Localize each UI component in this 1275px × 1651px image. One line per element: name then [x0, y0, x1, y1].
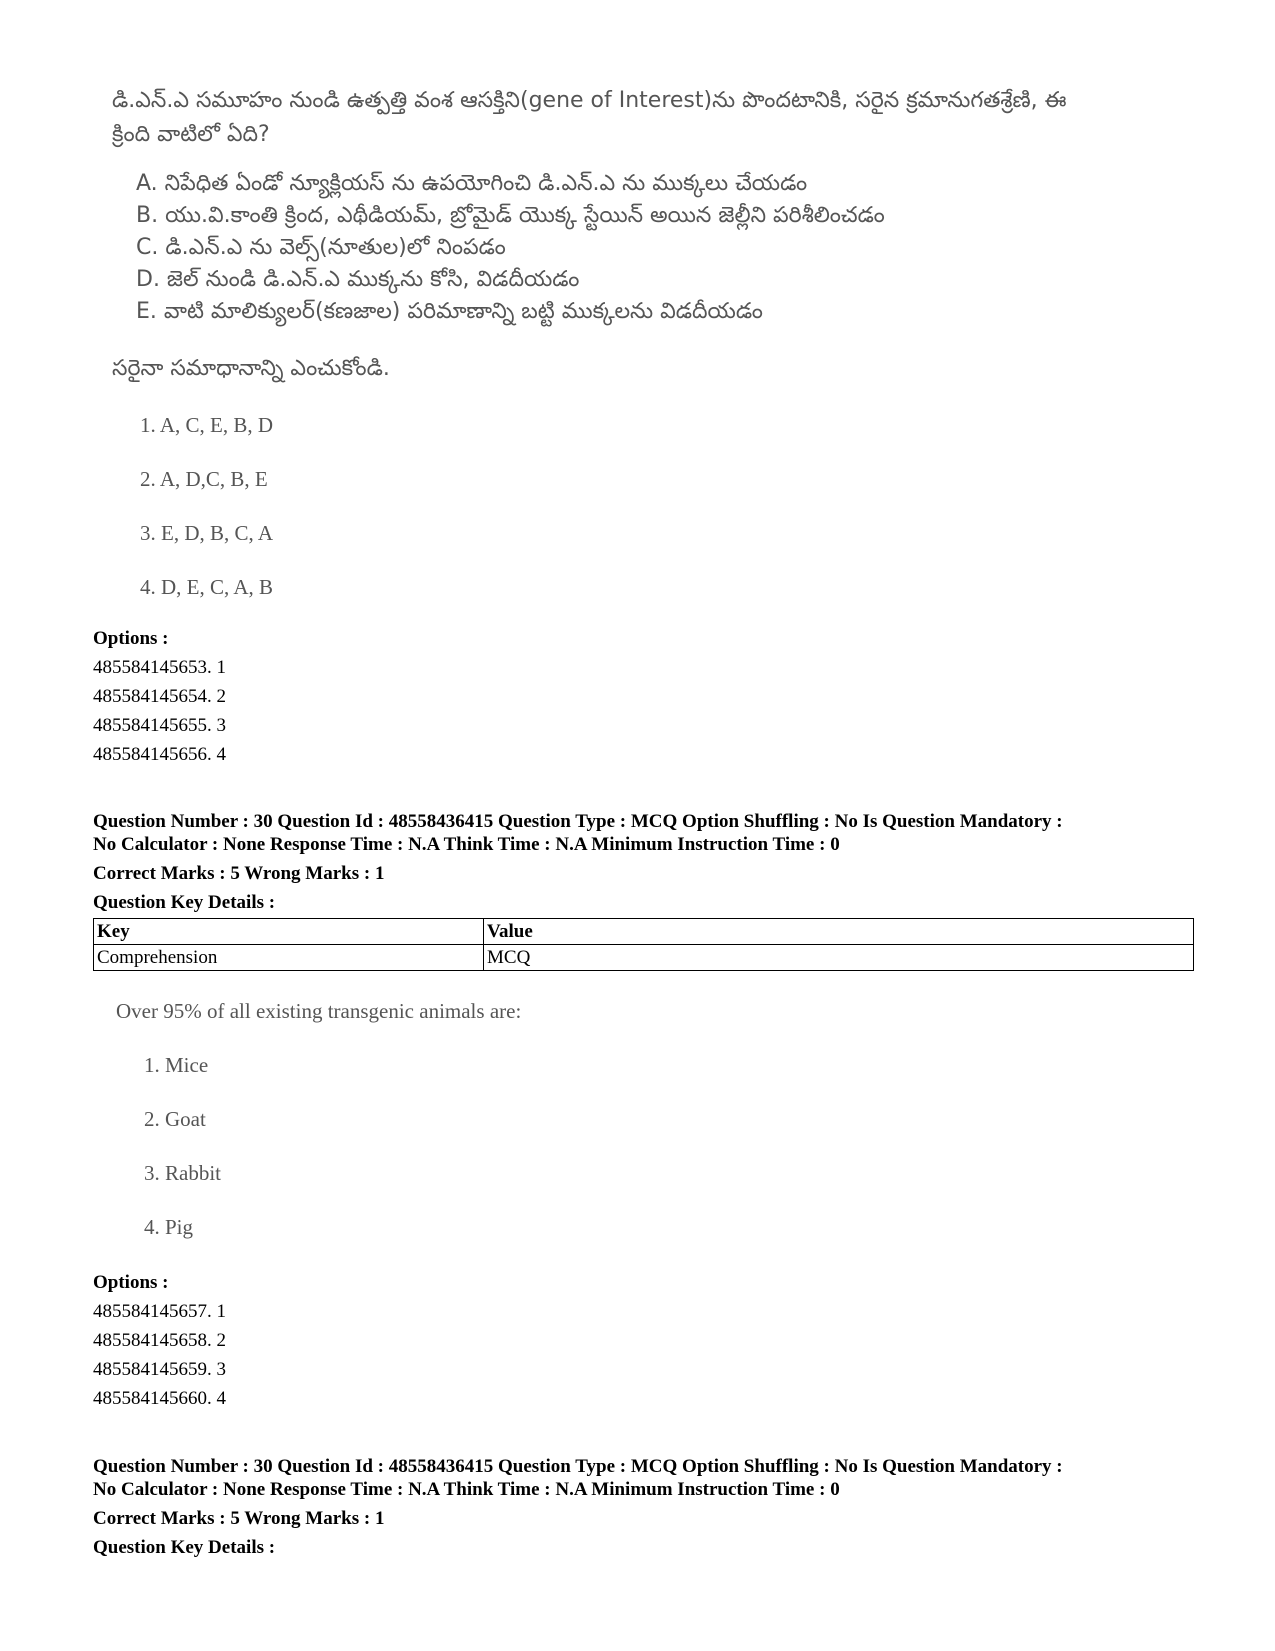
- q30-choice-4: 4. Pig: [144, 1215, 194, 1239]
- q29-option-2: 485584145654. 2: [93, 686, 226, 707]
- q29-statement-e: E. వాటి మాలిక్యులర్(కణజాల) పరిమాణాన్ని బట్టి ముక్కలను విడదీయడం: [136, 299, 763, 324]
- q29-statement-a: A. నిపేధిత ఏండో న్యూక్లియస్ ను ఉపయోగించి డి.ఎన్.ఎ ను ముక్కలు చేయడం: [136, 171, 808, 196]
- q29-statement-d: D. జెల్ నుండి డి.ఎన్.ఎ ముక్కను కోసి, విడదీయడం: [136, 267, 580, 292]
- q29-question-image: [112, 84, 1092, 614]
- q29-options: [93, 624, 226, 769]
- q30-option-4: 485584145660. 4: [93, 1388, 226, 1409]
- q30-option-2: 485584145658. 2: [93, 1330, 226, 1351]
- q30-key-details-label: Question Key Details :: [93, 892, 276, 913]
- q30-choice-1: 1. Mice: [144, 1053, 209, 1077]
- q29-statement-c: C. డి.ఎన్.ఎ ను వెల్స్(నూతుల)లో నింపడం: [136, 235, 506, 260]
- q30-option-3: 485584145659. 3: [93, 1359, 226, 1380]
- table-header-row: [94, 919, 1194, 945]
- q30-meta: [93, 810, 1063, 914]
- q30-marks: Correct Marks : 5 Wrong Marks : 1: [93, 863, 385, 884]
- q29-option-1: 485584145653. 1: [93, 657, 226, 678]
- table-header-key: Key: [94, 919, 484, 945]
- q30-options: [93, 1268, 226, 1413]
- q30-choice-3: 3. Rabbit: [144, 1161, 221, 1185]
- table-cell-value: MCQ: [484, 945, 1194, 971]
- q31-key-details-label: Question Key Details :: [93, 1537, 276, 1558]
- q30-meta-line1: Question Number : 30 Question Id : 48558436415 Question Type : MCQ Option Shuffling : No Is Question Mandatory :: [93, 811, 1063, 832]
- q31-meta: [93, 1455, 1063, 1559]
- q31-meta-line1: Question Number : 30 Question Id : 48558436415 Question Type : MCQ Option Shuffling : No Is Question Mandatory :: [93, 1456, 1063, 1477]
- q29-option-3: 485584145655. 3: [93, 715, 226, 736]
- q30-key-table: [93, 918, 1194, 971]
- table-cell-key: Comprehension: [94, 945, 484, 971]
- q29-instruction: సరైనా సమాధానాన్ని ఎంచుకోండి.: [112, 356, 390, 381]
- q31-marks: Correct Marks : 5 Wrong Marks : 1: [93, 1508, 385, 1529]
- q29-choice-1: 1. A, C, E, B, D: [140, 413, 274, 437]
- q30-question-image: [116, 994, 816, 1254]
- q29-choice-4: 4. D, E, C, A, B: [140, 575, 274, 599]
- table-row: [94, 945, 1194, 971]
- q31-meta-line2: No Calculator : None Response Time : N.A Think Time : N.A Minimum Instruction Time : 0: [93, 1479, 840, 1500]
- q29-option-4: 485584145656. 4: [93, 744, 226, 765]
- q29-options-label: Options :: [93, 628, 169, 649]
- q29-question-text: డి.ఎన్.ఎ సమూహం నుండి ఉత్పత్తి వంశ ఆసక్తిని(gene of Interest)ను పొందటానికి, సరైన క్రమానుగతశ్రేణి, ఈ క్రింది వాటిలో ఏది?: [112, 88, 1067, 147]
- q30-option-1: 485584145657. 1: [93, 1301, 226, 1322]
- q30-options-label: Options :: [93, 1272, 169, 1293]
- q30-choice-2: 2. Goat: [144, 1107, 206, 1131]
- q30-meta-line2: No Calculator : None Response Time : N.A Think Time : N.A Minimum Instruction Time : 0: [93, 834, 840, 855]
- q29-statement-b: B. యు.వి.కాంతి క్రింద, ఎథీడియమ్, బ్రోమైడ్ యొక్క స్టేయిన్ అయిన జెల్లీని పరిశీలించడం: [136, 203, 885, 228]
- q29-choice-2: 2. A, D,C, B, E: [140, 467, 268, 491]
- q30-question-text: Over 95% of all existing transgenic animals are:: [116, 999, 522, 1023]
- q29-choice-3: 3. E, D, B, C, A: [140, 521, 274, 545]
- table-header-value: Value: [484, 919, 1194, 945]
